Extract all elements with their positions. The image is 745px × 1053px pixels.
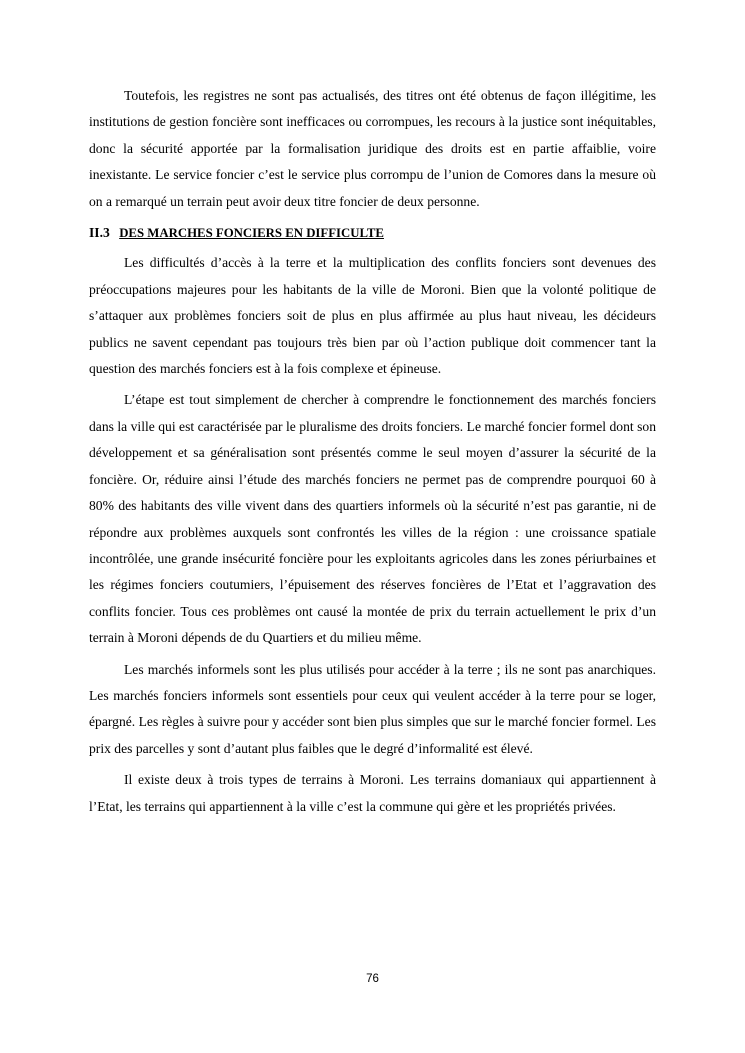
paragraph-2: L’étape est tout simplement de chercher à comprendre le fonctionnement des marchés fonciers dans la ville qui est caractérisée par le pluralisme des droits fonciers. Le marché foncier formel dont son développement et sa généralisation sont présentés comme le seul moyen d’assurer la sécurité de la foncière. Or, réduire ainsi l’étude des marchés fonciers ne permet pas de comprendre pourquoi 60 à 80% des habitants des ville vivent dans des quartiers informels où la sécurité n’est pas garantie, ni de répondre aux problèmes auxquels sont confrontés les villes de la région : une croissance spatiale incontrôlée, une grande insécurité foncière pour les exploitants agricoles dans les zones périurbaines et les régimes fonciers coutumiers, l’épuisement des réserves foncières de l’Etat et l’aggravation des conflits foncier. Tous ces problèmes ont causé la montée de prix du terrain actuellement le prix d’un terrain à Moroni dépends de du Quartiers et du milieu même.	[89, 392, 656, 646]
paragraph-1: Les difficultés d’accès à la terre et la multiplication des conflits fonciers sont devenues des préoccupations majeures pour les habitants de la ville de Moroni. Bien que la volonté politique de s’attaquer aux problèmes fonciers soit de plus en plus affirmée au plus haut niveau, les décideurs publics ne savent cependant pas toujours très bien par où l’action publique doit commencer tant la question des marchés fonciers est à la fois complexe et épineuse.	[89, 255, 656, 377]
paragraph-intro: Toutefois, les registres ne sont pas actualisés, des titres ont été obtenus de façon illégitime, les institutions de gestion foncière sont inefficaces ou corrompues, les recours à la justice sont inéquitables, donc la sécurité apportée par la formalisation juridique des droits est en partie affaiblie, voire inexistante. Le service foncier c’est le service plus corrompu de l’union de Comores dans la mesure où on a remarqué un terrain peut avoir deux titre foncier de deux personne.	[89, 88, 656, 209]
paragraph-4: Il existe deux à trois types de terrains à Moroni. Les terrains domaniaux qui appartiennent à l’Etat, les terrains qui appartiennent à la ville c’est la commune qui gère et les propriétés privées.	[89, 772, 656, 814]
section-heading	[89, 220, 656, 246]
section-number: II.3	[89, 225, 110, 241]
paragraph-3: Les marchés informels sont les plus utilisés pour accéder à la terre ; ils ne sont pas anarchiques. Les marchés fonciers informels sont essentiels pour ceux qui veulent accéder à la terre pour se loger, épargné. Les règles à suivre pour y accéder sont bien plus simples que sur le marché foncier formel. Les prix des parcelles y sont d’autant plus faibles que le degré d’informalité est élevé.	[89, 661, 656, 756]
page-number: 76	[366, 973, 379, 985]
page-body	[89, 83, 656, 825]
section-title: DES MARCHES FONCIERS EN DIFFICULTE	[119, 226, 384, 241]
